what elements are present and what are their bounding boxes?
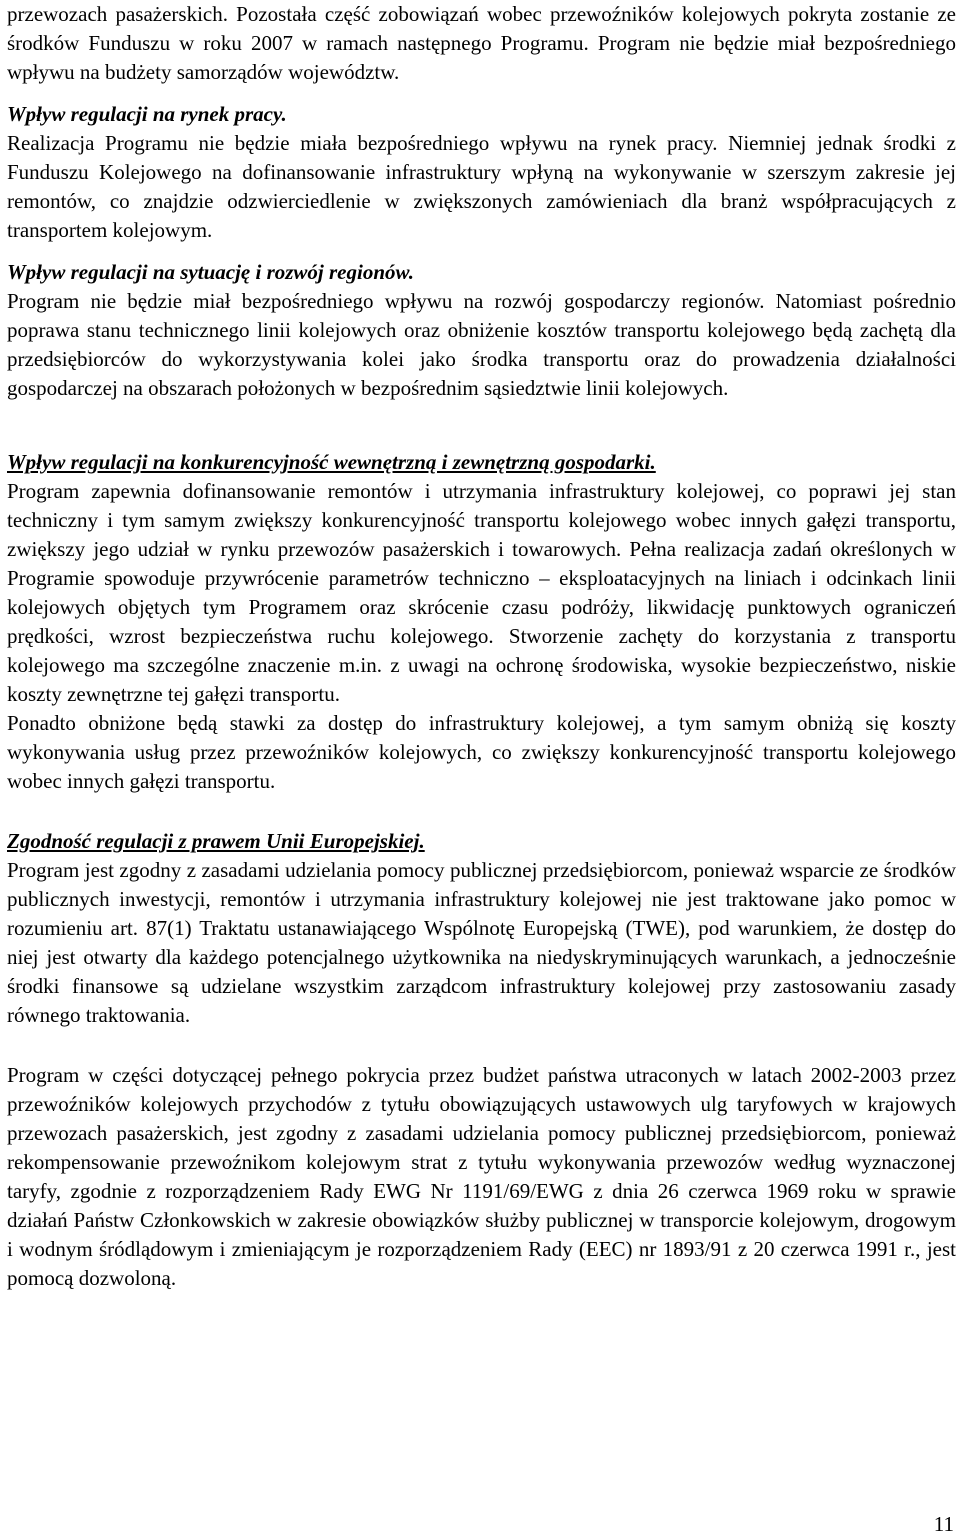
intro-paragraph: przewozach pasażerskich. Pozostała część zobowiązań wobec przewoźników kolejowych pokryta zostanie ze środków Funduszu w roku 2007 w ramach następnego Programu. Program nie będzie miał bezpośredniego wpływu na budżety samorządów województw. [7,2,956,84]
spacer [7,403,956,448]
spacer [7,87,956,100]
regions-paragraph: Program nie będzie miał bezpośredniego wpływu na rozwój gospodarczy regionów. Natomiast pośrednio poprawa stanu technicznego linii kolejowych oraz obniżenie kosztów transportu kolejowego będą zachętą dla przedsiębiorców do wykorzystywania kolei jako środka transportu oraz do prowadzenia działalności gospodarczej na obszarach położonych w bezpośrednim sąsiedztwie linii kolejowych. [7,289,956,400]
spacer [7,1030,956,1061]
document-page [7,0,956,1293]
section-heading-eu-law: Zgodność regulacji z prawem Unii Europejskiej. [7,829,425,853]
eu-law-paragraph-1: Program jest zgodny z zasadami udzielania pomocy publicznej przedsiębiorcom, ponieważ wsparcie ze środków publicznych inwestycji, remontów i utrzymania infrastruktury kolejowej nie jest traktowane jako pomoc w rozumieniu art. 87(1) Traktatu ustanawiającego Wspólnotę Europejską (TWE), pod warunkiem, że dostęp do niej jest otwarty dla każdego potencjalnego użytkownika na niedyskryminujących warunkach, a jednocześnie środki finansowe są udzielane wszystkim zarządcom infrastruktury kolejowej przy zastosowaniu zasady równego traktowania. [7,858,956,1027]
section-heading-competitiveness: Wpływ regulacji na konkurencyjność wewnętrzną i zewnętrzną gospodarki. [7,450,656,474]
competitiveness-paragraph-2: Ponadto obniżone będą stawki za dostęp do infrastruktury kolejowej, a tym samym obniżą się koszty wykonywania usług przez przewoźników kolejowych, co zwiększy konkurencyjność transportu kolejowego wobec innych gałęzi transportu. [7,711,956,793]
page-number: 11 [933,1512,954,1536]
spacer [7,245,956,258]
section-heading-regions: Wpływ regulacji na sytuację i rozwój regionów. [7,260,414,284]
competitiveness-paragraph-1: Program zapewnia dofinansowanie remontów i utrzymania infrastruktury kolejowej, co poprawi jej stan techniczny i tym samym zwiększy konkurencyjność transportu kolejowego wobec innych gałęzi transportu, zwiększy jego udział w rynku przewozów pasażerskich i towarowych. Pełna realizacja zadań określonych w Programie spowoduje przywrócenie parametrów techniczno – eksploatacyjnych na liniach i odcinkach linii kolejowych objętych tym Programem oraz skrócenie czasu podróży, likwidację punktowych ograniczeń prędkości, wzrost bezpieczeństwa ruchu kolejowego. Stworzenie zachęty do korzystania z transportu kolejowego ma szczególne znaczenie m.in. z uwagi na ochronę środowiska, wysokie bezpieczeństwo, niskie koszty zewnętrzne tej gałęzi transportu. [7,479,956,706]
spacer [7,796,956,827]
labor-market-paragraph: Realizacja Programu nie będzie miała bezpośredniego wpływu na rynek pracy. Niemniej jednak środki z Funduszu Kolejowego na dofinansowanie infrastruktury wpłyną na wykonywanie w szerszym zakresie jej remontów, co znajdzie odzwierciedlenie w zwiększonych zamówieniach dla branż współpracujących z transportem kolejowym. [7,131,956,242]
section-heading-labor-market: Wpływ regulacji na rynek pracy. [7,102,287,126]
eu-law-paragraph-2: Program w części dotyczącej pełnego pokrycia przez budżet państwa utraconych w latach 2002-2003 przez przewoźników kolejowych przychodów z tytułu obowiązujących ustawowych ulg taryfowych w krajowych przewozach pasażerskich, jest zgodny z zasadami udzielania pomocy publicznej przedsiębiorcom, ponieważ rekompensowanie przewoźnikom kolejowym strat z tytułu wykonywania przewozów według wyznaczonej taryfy, zgodnie z rozporządzeniem Rady EWG Nr 1191/69/EWG z dnia 26 czerwca 1969 roku w sprawie działań Państw Członkowskich w zakresie obowiązków służby publicznej w transporcie kolejowym, drogowym i wodnym śródlądowym i zmieniającym je rozporządzeniem Rady (EEC) nr 1893/91 z 20 czerwca 1991 r., jest pomocą dozwoloną. [7,1063,956,1290]
